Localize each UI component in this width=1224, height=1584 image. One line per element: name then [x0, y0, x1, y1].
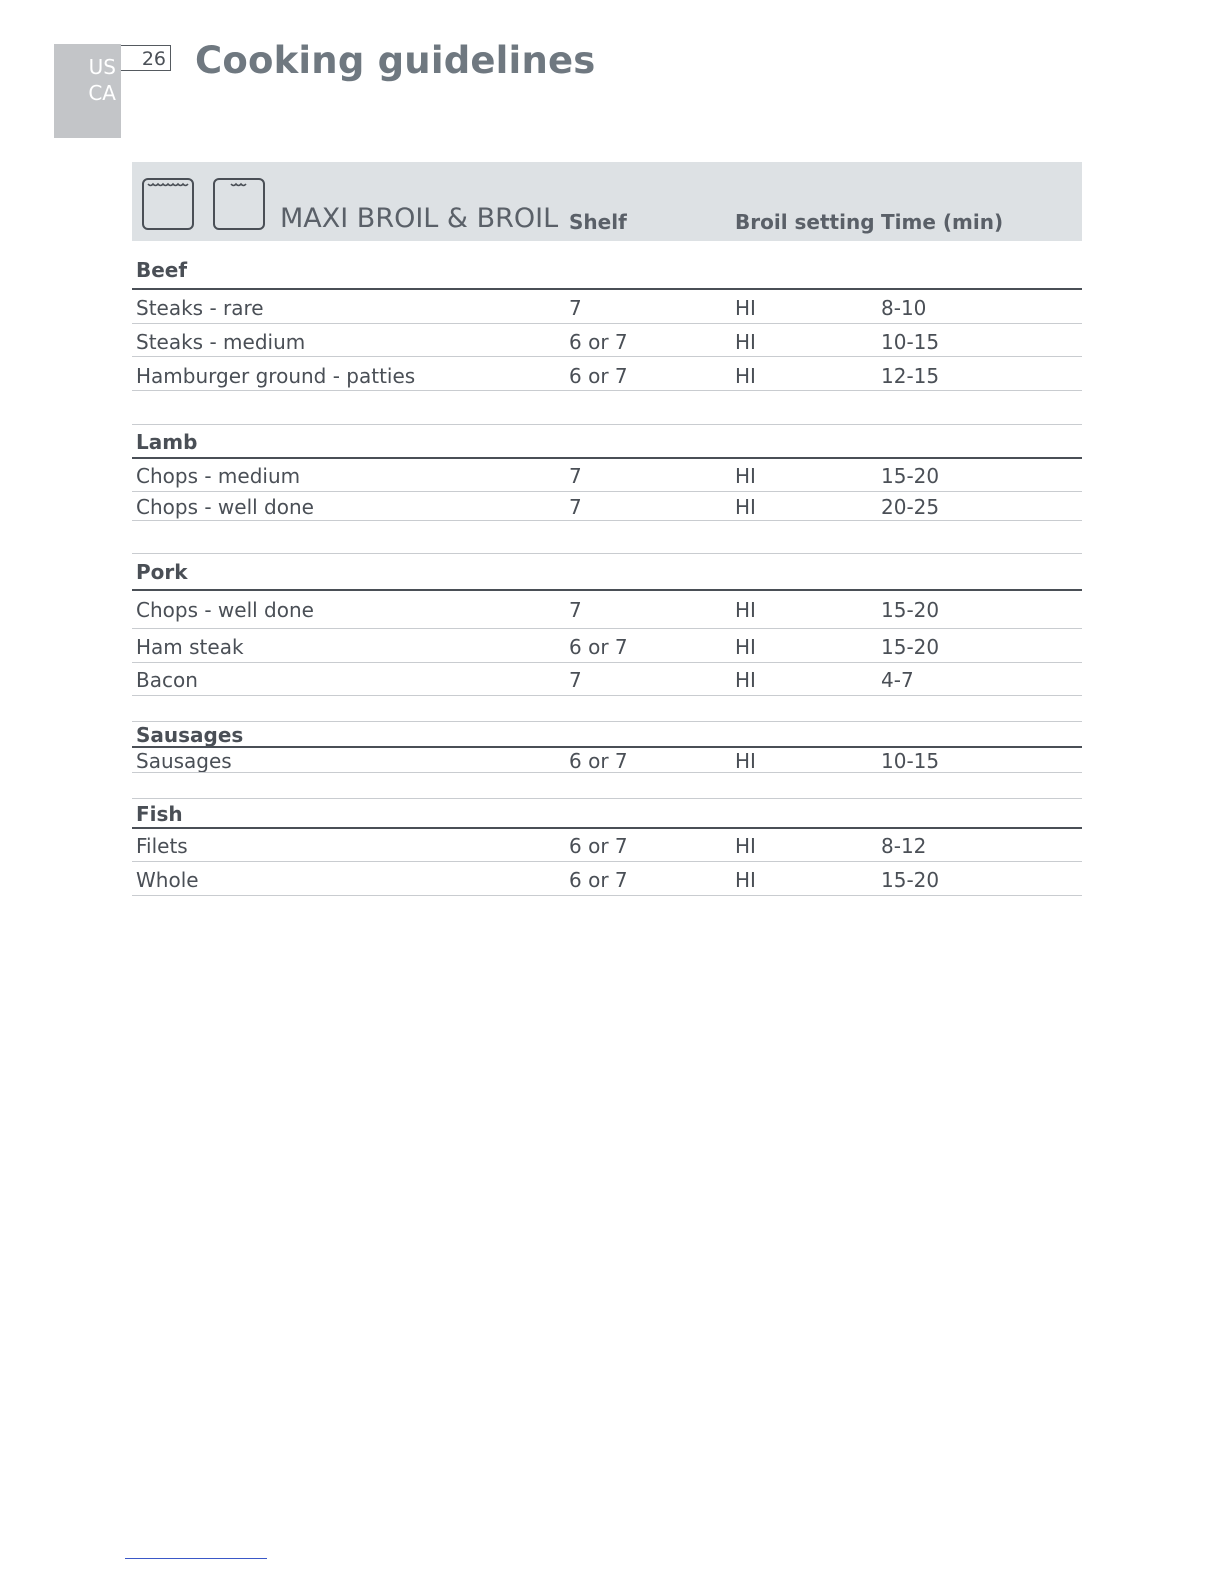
row-divider — [132, 861, 1082, 862]
shelf-value: 6 or 7 — [569, 635, 628, 659]
food-name: Whole — [136, 868, 199, 892]
cooking-mode-title: MAXI BROIL & BROIL — [280, 203, 559, 234]
shelf-value: 6 or 7 — [569, 330, 628, 354]
broil-setting-value: HI — [735, 749, 756, 773]
section-title-lamb: Lamb — [136, 430, 198, 454]
shelf-value: 7 — [569, 495, 582, 519]
broil-setting-value: HI — [735, 598, 756, 622]
broil-setting-value: HI — [735, 495, 756, 519]
broil-setting-value: HI — [735, 868, 756, 892]
region-tab — [54, 44, 121, 138]
section-top-rule — [132, 798, 1082, 799]
region-label-us: US — [88, 55, 116, 79]
row-divider — [132, 323, 1082, 324]
time-value: 15-20 — [881, 635, 940, 659]
broil-setting-value: HI — [735, 330, 756, 354]
food-name: Hamburger ground - patties — [136, 364, 416, 388]
section-title-beef: Beef — [136, 258, 188, 282]
broil-setting-value: HI — [735, 635, 756, 659]
time-value: 10-15 — [881, 749, 940, 773]
section-rule — [132, 457, 1082, 459]
section-rule — [132, 589, 1082, 591]
section-top-rule — [132, 424, 1082, 425]
food-name: Chops - medium — [136, 464, 301, 488]
food-name: Steaks - rare — [136, 296, 264, 320]
time-value: 4-7 — [881, 668, 914, 692]
broil-oven-icon — [213, 178, 265, 230]
section-rule — [132, 288, 1082, 290]
time-value: 8-12 — [881, 834, 927, 858]
shelf-value: 7 — [569, 668, 582, 692]
shelf-value: 6 or 7 — [569, 868, 628, 892]
region-label-ca: CA — [88, 81, 116, 105]
row-divider — [132, 895, 1082, 896]
broil-setting-value: HI — [735, 834, 756, 858]
row-divider — [132, 390, 1082, 391]
row-divider — [132, 356, 1082, 357]
section-title-fish: Fish — [136, 802, 183, 826]
broil-setting-value: HI — [735, 296, 756, 320]
column-header-time: Time (min) — [881, 210, 1004, 234]
shelf-value: 6 or 7 — [569, 749, 628, 773]
time-value: 15-20 — [881, 868, 940, 892]
row-divider — [132, 695, 1082, 696]
food-name: Chops - well done — [136, 495, 314, 519]
time-value: 12-15 — [881, 364, 940, 388]
shelf-value: 6 or 7 — [569, 834, 628, 858]
row-divider — [132, 491, 1082, 492]
page-number: 26 — [121, 45, 171, 71]
broil-setting-value: HI — [735, 464, 756, 488]
row-divider — [132, 772, 1082, 773]
time-value: 15-20 — [881, 464, 940, 488]
food-name: Filets — [136, 834, 188, 858]
section-rule — [132, 827, 1082, 829]
shelf-value: 7 — [569, 598, 582, 622]
row-divider — [132, 662, 1082, 663]
food-name: Steaks - medium — [136, 330, 306, 354]
maxi-broil-oven-icon — [142, 178, 194, 230]
column-header-shelf: Shelf — [569, 210, 627, 234]
food-name: Sausages — [136, 749, 232, 773]
section-title-pork: Pork — [136, 560, 188, 584]
time-value: 10-15 — [881, 330, 940, 354]
row-divider — [132, 520, 1082, 521]
footer-rule — [125, 1558, 267, 1559]
time-value: 8-10 — [881, 296, 927, 320]
broil-setting-value: HI — [735, 668, 756, 692]
shelf-value: 7 — [569, 464, 582, 488]
section-title-sausages: Sausages — [136, 723, 244, 747]
column-header-broil-setting: Broil setting — [735, 210, 875, 234]
section-top-rule — [132, 721, 1082, 722]
shelf-value: 6 or 7 — [569, 364, 628, 388]
page-title: Cooking guidelines — [195, 39, 596, 82]
food-name: Bacon — [136, 668, 198, 692]
food-name: Chops - well done — [136, 598, 314, 622]
broil-setting-value: HI — [735, 364, 756, 388]
time-value: 20-25 — [881, 495, 940, 519]
table-header — [132, 162, 1082, 241]
time-value: 15-20 — [881, 598, 940, 622]
section-top-rule — [132, 553, 1082, 554]
shelf-value: 7 — [569, 296, 582, 320]
food-name: Ham steak — [136, 635, 244, 659]
row-divider — [132, 628, 1082, 629]
